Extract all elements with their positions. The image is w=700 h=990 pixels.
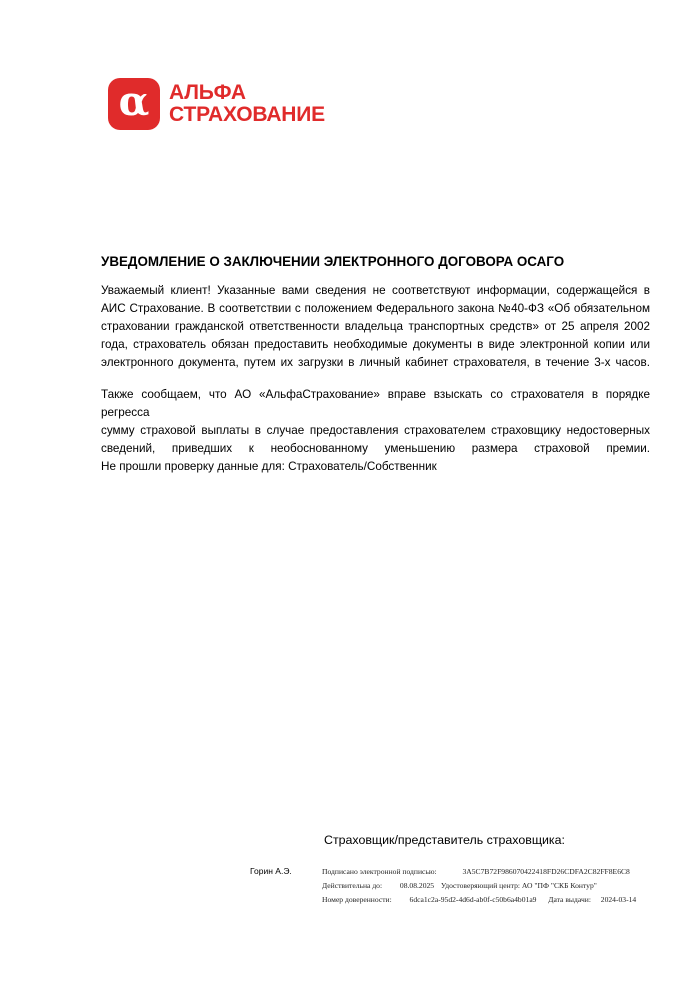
paragraph-line: Уважаемый клиент! Указанные вами сведения не соответствуют информации, содержащейся в <box>101 284 650 297</box>
logo-line-2: СТРАХОВАНИЕ <box>169 103 325 126</box>
document-title: УВЕДОМЛЕНИЕ О ЗАКЛЮЧЕНИИ ЭЛЕКТРОННОГО ДОГОВОРА ОСАГО <box>101 254 565 269</box>
alpha-logo-icon <box>108 78 160 130</box>
signature-line-proxy <box>322 895 636 904</box>
signed-value: 3A5C7B72F986070422418FD26CDFA2C82FF8E6C8 <box>462 867 630 876</box>
signer-name: Горин А.Э. <box>250 866 292 876</box>
valid-value: 08.08.2025 <box>399 881 435 890</box>
paragraph-line: электронного документа, путем их загрузки в личный кабинет страхователя, в течение 3-х часов. <box>101 356 650 369</box>
logo-mark-glyph: α <box>118 78 150 125</box>
proxy-value: 6dca1c2a-95d2-4d6d-ab0f-c50b6a4b01a9 <box>409 895 537 904</box>
paragraph-line: сумму страховой выплаты в случае предоставления страхователем страховщику недостоверных <box>101 424 650 437</box>
paragraph-line: Также сообщаем, что АО «АльфаСтрахование» вправе взыскать со страхователя в порядке регресса <box>101 388 650 419</box>
paragraph-line: АИС Страхование. В соответствии с положением Федерального закона №40-ФЗ «Об обязательном <box>101 302 650 315</box>
issue-label: Дата выдачи: <box>548 895 591 904</box>
center-label: Удостоверяющий центр: <box>440 881 521 890</box>
paragraph-regress <box>101 386 650 476</box>
signed-label: Подписано электронной подписью: <box>322 867 437 876</box>
signature-line-validity <box>322 881 597 890</box>
paragraph-line: сведений, приведших к необоснованному уменьшению размера страховой премии. <box>101 442 650 455</box>
valid-label: Действительна до: <box>322 881 383 890</box>
paragraph-notice <box>101 282 650 372</box>
logo-wordmark <box>169 82 325 126</box>
paragraph-line: страховании гражданской ответственности владельца транспортных средств» от 25 апреля 2002 <box>101 320 650 333</box>
signature-line-signed <box>322 867 630 876</box>
paragraph-line: Не прошли проверку данные для: Страхователь/Собственник <box>101 460 437 473</box>
proxy-label: Номер доверенности: <box>322 895 392 904</box>
issue-value: 2024-03-14 <box>600 895 637 904</box>
logo-line-1: АЛЬФА <box>169 81 246 104</box>
center-value: АО "ПФ "СКБ Контур" <box>521 881 597 890</box>
company-logo <box>108 78 325 130</box>
insurer-label: Страховщик/представитель страховщика: <box>324 833 565 847</box>
paragraph-line: года, страхователь обязан предоставить необходимые документы в виде электронной копии или <box>101 338 650 351</box>
